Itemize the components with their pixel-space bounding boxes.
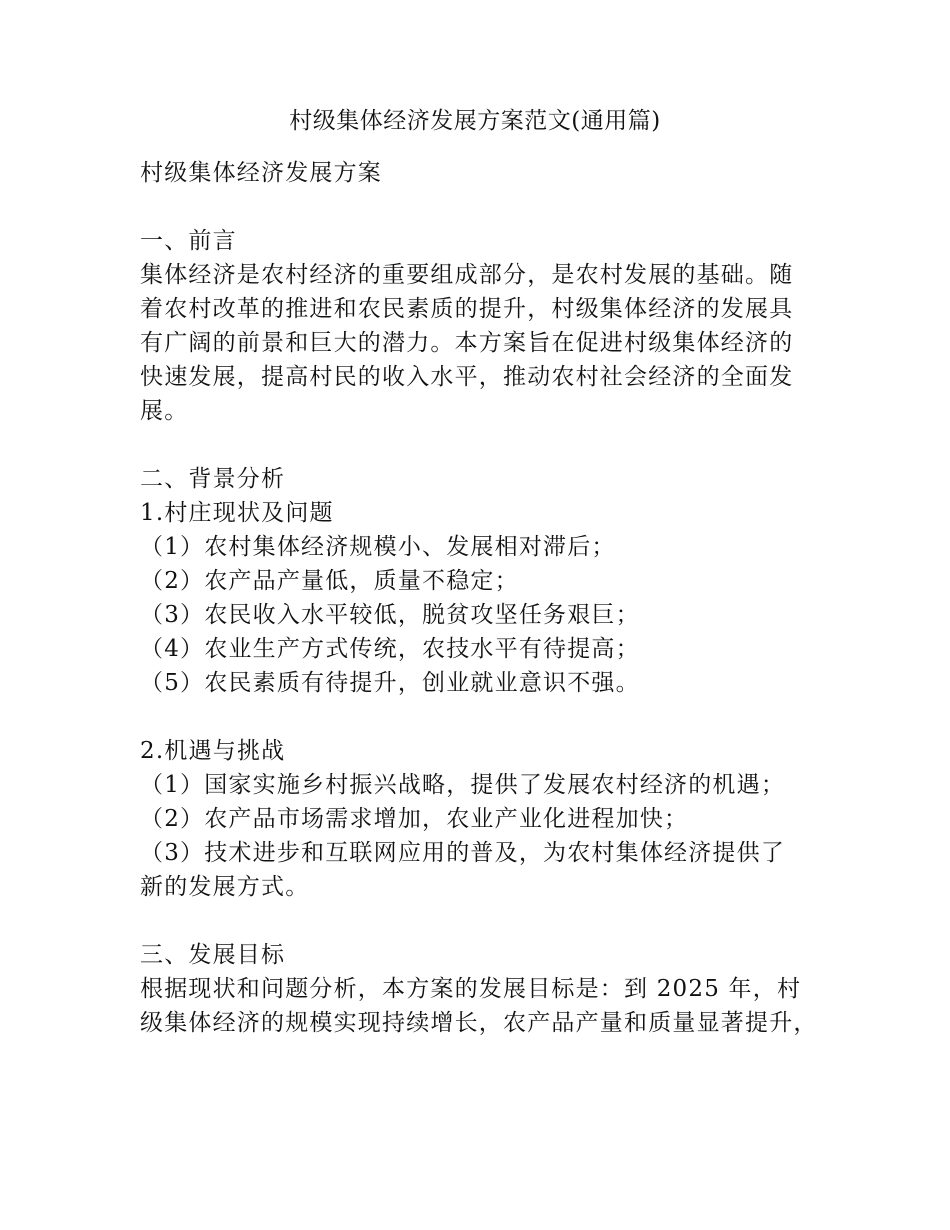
list-item: （3）农民收入水平较低，脱贫攻坚任务艰巨；: [140, 602, 640, 628]
section-heading-goals: 三、发展目标: [140, 942, 286, 968]
blank-line: [140, 428, 830, 462]
list-item: （5）农民素质有待提升，创业就业意识不强。: [140, 670, 640, 696]
preface-line: 有广阔的前景和巨大的潜力。本方案旨在促进村级集体经济的: [140, 330, 794, 356]
goals-line: 根据现状和问题分析，本方案的发展目标是：到 2025 年，村: [140, 976, 802, 1002]
list-item: （2）农产品市场需求增加，农业产业化进程加快；: [140, 806, 689, 832]
list-item: （3）技术进步和互联网应用的普及，为农村集体经济提供了: [140, 840, 786, 866]
section-heading-background: 二、背景分析: [140, 466, 286, 492]
list-item: （4）农业生产方式传统，农技水平有待提高；: [140, 636, 640, 662]
blank-line: [140, 190, 830, 224]
list-item: （1）国家实施乡村振兴战略，提供了发展农村经济的机遇；: [140, 772, 786, 798]
blank-line: [140, 904, 830, 938]
document-title: 村级集体经济发展方案范文(通用篇): [289, 108, 661, 134]
blank-line: [140, 700, 830, 734]
list-item: 新的发展方式。: [140, 874, 310, 900]
section-heading-preface: 一、前言: [140, 228, 237, 254]
subheading-status: 1.村庄现状及问题: [140, 500, 334, 526]
preface-line: 集体经济是农村经济的重要组成部分，是农村发展的基础。随: [140, 262, 794, 288]
preface-line: 展。: [140, 398, 189, 424]
goals-line: 级集体经济的规模实现持续增长，农产品产量和质量显著提升，: [140, 1010, 818, 1036]
list-item: （2）农产品产量低，质量不稳定；: [140, 568, 519, 594]
list-item: （1）农村集体经济规模小、发展相对滞后；: [140, 534, 616, 560]
document-subtitle: 村级集体经济发展方案: [140, 160, 382, 186]
preface-line: 着农村改革的推进和农民素质的提升，村级集体经济的发展具: [140, 296, 794, 322]
document-body: [140, 156, 830, 1040]
subheading-opportunities: 2.机遇与挑战: [140, 738, 286, 764]
preface-line: 快速发展，提高村民的收入水平，推动农村社会经济的全面发: [140, 364, 794, 390]
